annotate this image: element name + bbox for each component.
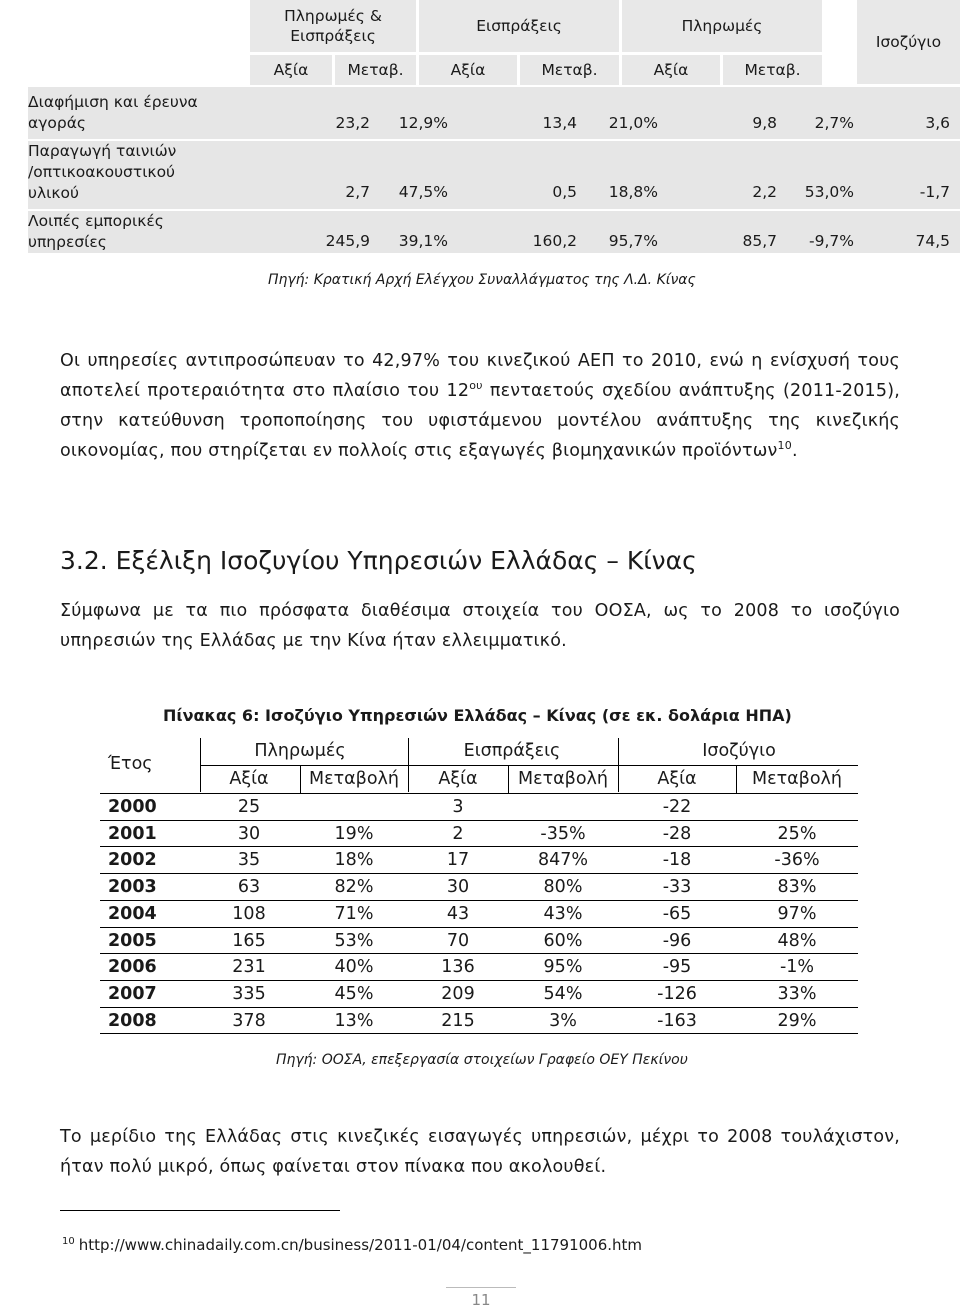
- table-cell: -96: [662, 930, 692, 951]
- table-cell: -35%: [540, 823, 586, 844]
- table-cell: -95: [662, 957, 692, 978]
- table-cell: 45%: [334, 983, 374, 1004]
- table-cell: 82%: [334, 877, 374, 898]
- sub-header: Αξία: [250, 55, 332, 85]
- table-cell: 3,6: [925, 114, 950, 132]
- year-cell: 2000: [108, 797, 157, 817]
- table-cell: 25: [237, 797, 261, 817]
- year-cell: 2005: [108, 930, 157, 951]
- table-row: [100, 981, 858, 1008]
- table-cell: 2,7%: [814, 114, 854, 132]
- footnote: $^{10}$ http://www.chinadaily.com.cn/business/2011-01/04/content_11791006.htm: [62, 1236, 643, 1254]
- table-cell: 35: [237, 850, 261, 871]
- table-cell: 83%: [777, 877, 817, 898]
- year-cell: 2006: [108, 957, 157, 978]
- table-cell: 847%: [537, 850, 589, 871]
- table-cell: 3%: [549, 1010, 577, 1031]
- sub-header: Αξία: [419, 55, 517, 85]
- sub-header: Μεταβολή: [309, 769, 399, 789]
- year-cell: 2007: [108, 983, 157, 1004]
- table-cell: 108: [232, 903, 266, 924]
- table-cell: 40%: [334, 957, 374, 978]
- table-cell: 215: [441, 1010, 475, 1031]
- table-cell: 47,5%: [398, 183, 448, 201]
- grid-line: [408, 738, 409, 792]
- table-cell: 17: [446, 850, 470, 871]
- year-header: Έτος: [108, 754, 153, 774]
- table-cell: 23,2: [335, 114, 370, 132]
- year-cell: 2004: [108, 903, 157, 924]
- group-header: Ισοζύγιο: [702, 741, 776, 761]
- row-label: Διαφήμιση και έρευνα αγοράς: [28, 93, 198, 132]
- table-cell: 18%: [334, 850, 374, 871]
- table-cell: 136: [441, 957, 475, 978]
- header-balance: Ισοζύγιο: [857, 0, 960, 84]
- sub-header: Αξία: [657, 769, 697, 789]
- paragraph-oecd: Σύμφωνα με τα πιο πρόσφατα διαθέσιμα στοιχεία του ΟΟΣΑ, ως το 2008 το ισοζύγιο υπηρεσιών της Ελλάδας με την Κίνα ήταν ελλειμματικό.: [60, 601, 900, 651]
- table-cell: 165: [232, 930, 266, 951]
- table-row: [100, 874, 858, 901]
- table-cell: 70: [446, 930, 470, 951]
- table-row: [100, 928, 858, 955]
- table-cell: 19%: [334, 823, 374, 844]
- table-row: [100, 847, 858, 874]
- table-cell: 160,2: [532, 232, 577, 250]
- table-cell: 2: [452, 823, 464, 844]
- group-header: Πληρωμές: [254, 741, 346, 761]
- year-cell: 2001: [108, 823, 157, 844]
- table-cell: 29%: [777, 1010, 817, 1031]
- table-cell: 13%: [334, 1010, 374, 1031]
- table-row: [100, 821, 858, 848]
- table-cell: 231: [232, 957, 266, 978]
- table-cell: 85,7: [742, 232, 777, 250]
- table-cell: -1,7: [919, 183, 950, 201]
- table-cell: 54%: [543, 983, 583, 1004]
- table-cell: -1%: [779, 957, 815, 978]
- table-cell: 209: [441, 983, 475, 1004]
- sub-header: Μεταβ.: [335, 55, 416, 85]
- section-heading: 3.2. Εξέλιξη Ισοζυγίου Υπηρεσιών Ελλάδας – Κίνας: [60, 546, 697, 575]
- table-cell: -28: [662, 823, 692, 844]
- table-cell: 30: [237, 823, 261, 844]
- table-cell: 21,0%: [608, 114, 658, 132]
- header-payments: Πληρωμές: [622, 0, 822, 52]
- table-cell: 30: [446, 877, 470, 898]
- table-cell: 43: [446, 903, 470, 924]
- paragraph-greece-share: Το μερίδιο της Ελλάδας στις κινεζικές εισαγωγές υπηρεσιών, μέχρι το 2008 τουλάχιστον, ήταν πολύ μικρό, όπως φαίνεται στον πίνακα που ακολουθεί.: [60, 1127, 900, 1177]
- table-cell: 60%: [543, 930, 583, 951]
- table-cell: -9,7%: [809, 232, 854, 250]
- grid-line: [736, 765, 737, 793]
- paragraph-services-share: Οι υπηρεσίες αντιπροσώπευαν το 42,97% του κινεζικού ΑΕΠ το 2010, ενώ η ενίσχυσή τους αποτελεί προτεραιότητα στο πλαίσιο του $12^{o\upsilon}$ πενταετούς σχεδίου ανάπτυξης (2011-2015), στην κατεύθυνση τροποποίησης του υφιστάμενου μοντέλου ανάπτυξης της κινεζικής οικονομίας, που στηρίζεται εν πολλοίς στις εξαγωγές βιομηχανικών προϊόντων$^{10}$.: [60, 351, 901, 461]
- sub-header: Αξία: [622, 55, 720, 85]
- table-cell: -22: [662, 797, 692, 817]
- group-header: Εισπράξεις: [463, 741, 561, 761]
- row-label: Παραγωγή ταινιών /οπτικοακουστικού υλικού: [28, 142, 177, 202]
- table-cell: 71%: [334, 903, 374, 924]
- page-number: 11: [446, 1287, 516, 1316]
- grid-line: [200, 738, 201, 792]
- sub-header: Μεταβολή: [752, 769, 842, 789]
- table-cell: 74,5: [915, 232, 950, 250]
- table2-source: Πηγή: ΟΟΣΑ, επεξεργασία στοιχείων Γραφείο ΟΕΥ Πεκίνου: [276, 1052, 688, 1068]
- table-cell: 25%: [777, 823, 817, 844]
- header-receipts: Εισπράξεις: [419, 0, 619, 52]
- table-cell: 335: [232, 983, 266, 1004]
- table-cell: 53,0%: [804, 183, 854, 201]
- footnote-ref[interactable]: 10: [777, 439, 792, 453]
- table-cell: 33%: [777, 983, 817, 1004]
- table-cell: 9,8: [752, 114, 777, 132]
- table-cell: 0,5: [552, 183, 577, 201]
- grid-line: [100, 1033, 858, 1034]
- table-cell: 39,1%: [398, 232, 448, 250]
- table-cell: -36%: [774, 850, 820, 871]
- table-cell: 18,8%: [608, 183, 658, 201]
- table-row: [100, 794, 858, 821]
- sub-header: Μεταβ.: [723, 55, 822, 85]
- table-row: [100, 1008, 858, 1035]
- footnote-separator: [60, 1210, 340, 1211]
- table-cell: 63: [237, 877, 261, 898]
- header-payments-receipts: Πληρωμές & Εισπράξεις: [250, 0, 416, 52]
- table-cell: 3: [452, 797, 464, 817]
- grid-line: [200, 765, 858, 766]
- table-cell: 97%: [777, 903, 817, 924]
- table-cell: -163: [657, 1010, 697, 1031]
- grid-line: [508, 765, 509, 793]
- table1-header: [250, 0, 960, 84]
- table-cell: 53%: [334, 930, 374, 951]
- sub-header: Μεταβ.: [520, 55, 619, 85]
- table-cell: 43%: [543, 903, 583, 924]
- table-row: [28, 87, 960, 139]
- table-cell: 48%: [777, 930, 817, 951]
- table-cell: 2,7: [345, 183, 370, 201]
- table-cell: 13,4: [542, 114, 577, 132]
- year-cell: 2003: [108, 877, 157, 898]
- table-cell: 2,2: [752, 183, 777, 201]
- table-row: [100, 954, 858, 981]
- table-cell: -33: [662, 877, 692, 898]
- table-row: [28, 141, 960, 209]
- sub-header: Αξία: [438, 769, 478, 789]
- table-row: [100, 901, 858, 928]
- table-cell: -18: [662, 850, 692, 871]
- grid-line: [300, 765, 301, 793]
- table-cell: 378: [232, 1010, 266, 1031]
- table-cell: 95,7%: [608, 232, 658, 250]
- grid-line: [618, 738, 619, 792]
- table1-source: Πηγή: Κρατική Αρχή Ελέγχου Συναλλάγματος της Λ.Δ. Κίνας: [268, 272, 696, 288]
- table2-sub-header-row: [100, 766, 858, 793]
- table-cell: 12,9%: [398, 114, 448, 132]
- table-cell: 245,9: [325, 232, 370, 250]
- sub-header: Μεταβολή: [518, 769, 608, 789]
- table-cell: 80%: [543, 877, 583, 898]
- table2-group-header-row: [100, 738, 858, 774]
- sub-header: Αξία: [229, 769, 269, 789]
- footnote-link[interactable]: http://www.chinadaily.com.cn/business/2011-01/04/content_11791006.htm: [78, 1236, 643, 1254]
- table-cell: 95%: [543, 957, 583, 978]
- row-label: Λοιπές εμπορικές υπηρεσίες: [28, 212, 164, 251]
- table-cell: -126: [657, 983, 697, 1004]
- table2-caption: Πίνακας 6: Ισοζύγιο Υπηρεσιών Ελλάδας – Κίνας (σε εκ. δολάρια ΗΠΑ): [163, 706, 792, 725]
- year-cell: 2008: [108, 1010, 157, 1031]
- table-cell: -65: [662, 903, 692, 924]
- year-cell: 2002: [108, 850, 157, 871]
- table-row: [28, 211, 960, 253]
